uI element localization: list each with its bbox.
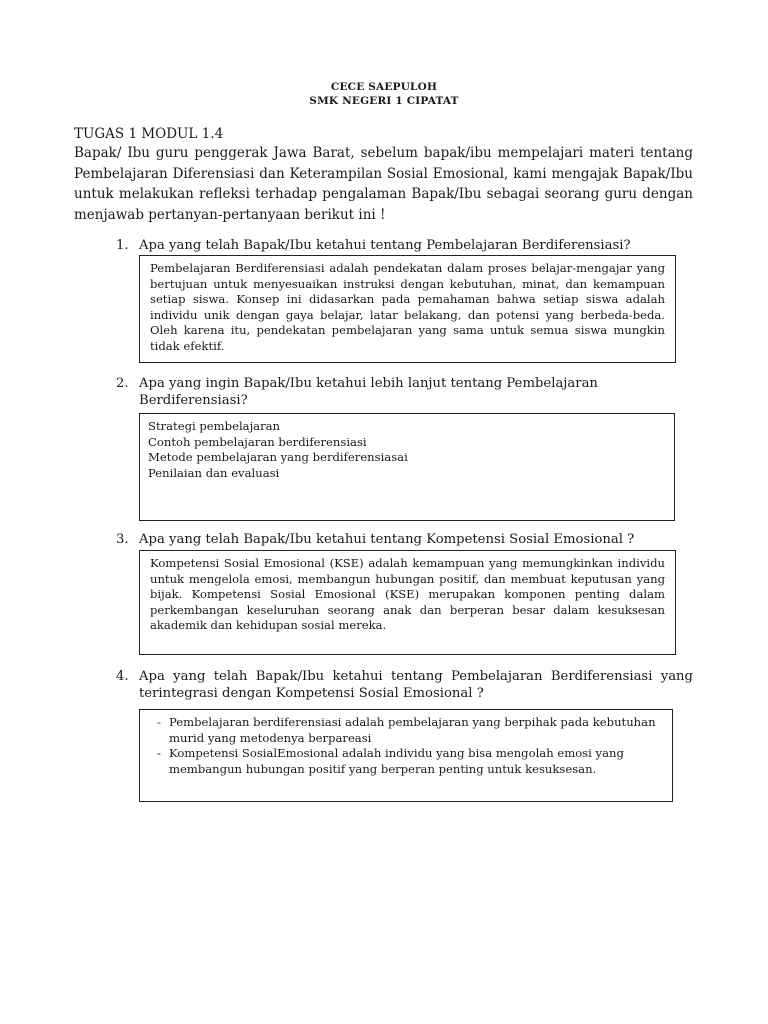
school-name: SMK NEGERI 1 CIPATAT — [309, 95, 459, 107]
question-text: Apa yang telah Bapak/Ibu ketahui tentang Pembelajaran Berdiferensiasi? — [139, 238, 631, 253]
answer-line: Metode pembelajaran yang berdiferensiasai — [148, 450, 408, 464]
list-item-text: Kompetensi SosialEmosional adalah individu yang bisa mengolah emosi yang membangun hubungan positif yang berperan penting untuk kesuksesan. — [169, 746, 624, 776]
question-4 — [116, 668, 693, 702]
answer-line: Contoh pembelajaran berdiferensiasi — [148, 434, 367, 449]
list-item — [157, 746, 664, 777]
answer-box-2 — [139, 413, 675, 521]
answer-box-1 — [139, 255, 676, 363]
bullet-dash: - — [157, 715, 161, 729]
question-1 — [116, 237, 636, 254]
question-number: 3. — [116, 532, 129, 547]
answer-line: Penilaian dan evaluasi — [148, 465, 280, 480]
answer-line: Strategi pembelajaran — [148, 419, 280, 433]
question-2 — [116, 375, 706, 409]
intro-paragraph: Bapak/ Ibu guru penggerak Jawa Barat, sebelum bapak/ibu mempelajari materi tentang Pembelajaran Diferensiasi dan Keterampilan Sosial Emosional, kami mengajak Bapak/Ibu untuk melakukan refleksi terhadap pengalaman Bapak/Ibu sebagai seorang guru dengan menjawab pertanyan-pertanyaan berikut ini ! — [74, 145, 693, 223]
task-title: TUGAS 1 MODUL 1.4 — [74, 126, 224, 142]
question-text: Apa yang ingin Bapak/Ibu ketahui lebih lanjut tentang Pembelajaran Berdiferensiasi? — [139, 376, 598, 408]
answer-box-3 — [139, 550, 676, 655]
answer-list — [157, 715, 664, 777]
bullet-dash: - — [157, 746, 161, 760]
question-3 — [116, 531, 636, 548]
question-text: Apa yang telah Bapak/Ibu ketahui tentang Pembelajaran Berdiferensiasi yang terintegrasi dengan Kompetensi Sosial Emosional ? — [139, 669, 693, 701]
list-item — [157, 715, 664, 746]
answer-text: Pembelajaran Berdiferensiasi adalah pendekatan dalam proses belajar-mengajar yang bertujuan untuk menyesuaikan instruksi dengan kebutuhan, minat, dan kemampuan setiap siswa. Konsep ini didasarkan pada pemahaman bahwa setiap siswa adalah individu unik dengan gaya belajar, latar belakang, dan potensi yang berbeda-beda. Oleh karena itu, pendekatan pembelajaran yang sama untuk semua siswa mungkin tidak efektif. — [150, 261, 665, 353]
answer-box-4 — [139, 709, 673, 802]
author-name: CECE SAEPULOH — [330, 81, 438, 93]
document-header — [0, 80, 768, 108]
question-number: 2. — [116, 376, 129, 391]
list-item-text: Pembelajaran berdiferensiasi adalah pembelajaran yang berpihak pada kebutuhan murid yang metodenya berpareasi — [169, 715, 656, 745]
question-number: 1. — [116, 238, 129, 253]
answer-text: Kompetensi Sosial Emosional (KSE) adalah kemampuan yang memungkinkan individu untuk mengelola emosi, membangun hubungan positif, dan membuat keputusan yang bijak. Kompetensi Sosial Emosional (KSE) merupakan komponen penting dalam perkembangan keseluruhan seorang anak dan berperan besar dalam kesuksesan akademik dan kehidupan sosial mereka. — [150, 556, 665, 632]
question-text: Apa yang telah Bapak/Ibu ketahui tentang Kompetensi Sosial Emosional ? — [139, 532, 635, 547]
question-number: 4. — [116, 669, 129, 684]
